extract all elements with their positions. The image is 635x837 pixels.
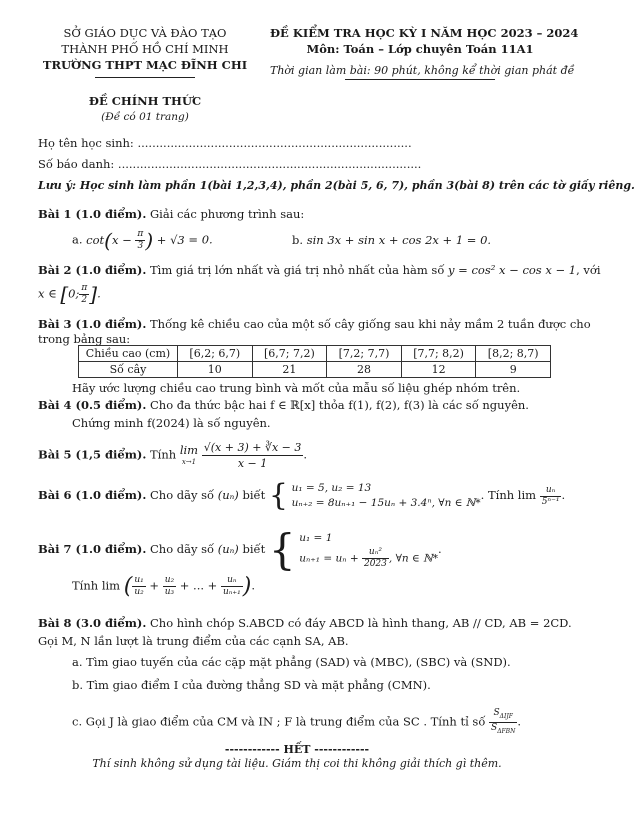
school-name: TRƯỜNG THPT MẠC ĐĨNH CHI [42, 58, 248, 72]
bai7-seq: (uₙ) [217, 542, 239, 556]
bai5-text: Tính [146, 447, 180, 462]
bai4-line2: Chứng minh f(2024) là số nguyên. [72, 416, 271, 430]
table-cell: 9 [476, 362, 551, 378]
table-head-count: Số cây [79, 362, 178, 378]
dept-name: SỞ GIÁO DỤC VÀ ĐÀO TẠO [63, 26, 227, 40]
end-mark: ------------ HẾT ------------ [224, 743, 370, 756]
table-cell: [7,2; 7,7) [327, 346, 402, 362]
bai8-text: Cho hình chóp S.ABCD có đáy ABCD là hình thang, AB // CD, AB = 2CD. [146, 616, 572, 630]
official-pages: (Đề có 01 trang) [101, 111, 189, 123]
bai5-title: Bài 5 (1,5 điểm). [38, 447, 147, 462]
bai3-title: Bài 3 (1.0 điểm). [38, 317, 147, 331]
bai4-line1 [38, 398, 529, 413]
bai1b-label: b. [292, 233, 304, 247]
exam-subject: Môn: Toán – Lớp chuyên Toán 11A1 [306, 42, 534, 56]
bai1-heading [38, 207, 304, 222]
duration-underline [345, 79, 495, 80]
bai7-eq1: u₁ = 1 [299, 532, 333, 544]
bai6-tail: . Tính lim [480, 488, 537, 502]
table-cell: [7,7; 8,2) [401, 346, 476, 362]
bai3-text: Thống kê chiều cao của một số cây giống sau khi nảy mầm 2 tuần được cho [146, 317, 591, 331]
bai7-tinh: Tính lim ( $\frac{\text{u₁}}{\text{u₂}}$ + $\frac{\text{u₂}}{\text{u₃}}$ + ... + $\frac{\text{uₙ}}{\text{uₙ₊₁}}$ ). [72, 574, 256, 599]
bai6-eq2: uₙ₊₂ = 8uₙ₊₁ − 15uₙ + 3.4ⁿ, ∀n ∈ ℕ* [291, 497, 481, 509]
bai7-tinh-text: Tính lim [72, 578, 121, 593]
bai7-system: u₁ = 1 uₙ₊₁ = uₙ + $\frac{\text{uₙ²}}{2023}$ , ∀n ∈ ℕ* [299, 532, 438, 569]
bai8-a: a. Tìm giao tuyến của các cặp mặt phẳng (SAD) và (MBC), (SBC) và (SND). [72, 655, 511, 669]
bai6: Bài 6 (1.0 điểm). Cho dãy số (uₙ) biết { u₁ = 5, u₂ = 13 uₙ₊₂ = 8uₙ₊₁ − 15uₙ + 3.4ⁿ, ∀n ∈ ℕ*. Tính lim $\frac{\text{uₙ}}{\text{5ⁿ⁻¹}}$ . [38, 478, 566, 513]
bai6-system [292, 481, 481, 511]
official-title: ĐỀ CHÍNH THỨC [88, 94, 202, 108]
exam-duration: Thời gian làm bài: 90 phút, không kể thời gian phát đề [270, 64, 575, 77]
bai2-title: Bài 2 (1.0 điểm). [38, 263, 147, 277]
bai6-eq1: u₁ = 5, u₂ = 13 [291, 482, 372, 494]
bai8-ratio: $\frac{S_{\Delta IJF}}{S_{\Delta FBN}}$ [491, 708, 516, 735]
bai2-func: y = cos² x − cos x − 1 [448, 263, 577, 277]
bai6-fraction: $\frac{\text{uₙ}}{\text{5ⁿ⁻¹}}$ [541, 484, 560, 507]
bai3-question: Hãy ước lượng chiều cao trung bình và mốt của mẫu số liệu ghép nhóm trên. [72, 381, 521, 395]
bai5: Bài 5 (1,5 điểm). Tính lim x→1 $\frac{√(x + 3) + ∛x - 3}{x - 1}$ . [38, 441, 308, 470]
bai5-fraction: $\frac{√(x + 3) + ∛x - 3}{x - 1}$ [203, 441, 302, 470]
table-row [79, 346, 551, 362]
bai8-line2: Gọi M, N lần lượt là trung điểm của các cạnh SA, AB. [38, 634, 349, 648]
bai4-title: Bài 4 (0.5 điểm). [38, 398, 147, 412]
bai8-b: b. Tìm giao điểm I của đường thẳng SD và mặt phẳng (CMN). [72, 678, 431, 692]
table-cell: [6,7; 7,2) [252, 346, 327, 362]
table-cell: [6,2; 6,7) [178, 346, 253, 362]
bai3-line1 [38, 317, 591, 332]
bai2-text: Tìm giá trị lớn nhất và giá trị nhỏ nhất của hàm số [146, 263, 449, 277]
bai8-c: c. Gọi J là giao điểm của CM và IN ; F là trung điểm của SC . Tính tỉ số $\frac{S_{\Delta IJF}}{S_{\Delta FBN}}$ . [72, 708, 521, 735]
table-cell: [8,2; 8,7) [476, 346, 551, 362]
bai6-seq: (uₙ) [217, 488, 239, 502]
bai7-text2: biết [238, 542, 269, 556]
table-cell: 21 [252, 362, 327, 378]
bai8-title: Bài 8 (3.0 điểm). [38, 616, 147, 630]
bai7-text: Cho dãy số [146, 542, 218, 556]
bai2-line1 [38, 263, 601, 278]
bai5-limit: lim x→1 [179, 442, 199, 466]
bai6-text: Cho dãy số [146, 488, 218, 502]
bai7-title: Bài 7 (1.0 điểm). [38, 542, 147, 556]
note: Lưu ý: Học sinh làm phần 1(bài 1,2,3,4), phần 2(bài 5, 6, 7), phần 3(bài 8) trên các tờ giấy riêng. [38, 179, 635, 192]
table-cell: 12 [401, 362, 476, 378]
bai1-title: Bài 1 (1.0 điểm). [38, 207, 147, 221]
bai8-line1 [38, 616, 572, 631]
bai7: Bài 7 (1.0 điểm). Cho dãy số (uₙ) biết { u₁ = 1 uₙ₊₁ = uₙ + $\frac{\text{uₙ²}}{2023}$ , ∀n ∈ ℕ*. [38, 525, 442, 574]
bai6-text2: biết [238, 488, 269, 502]
student-id-field: Số báo danh: ................................................................................... [38, 157, 422, 171]
bai1a-tail: = 0. [188, 232, 213, 247]
table-cell: 28 [327, 362, 402, 378]
bai6-brace: { [268, 478, 288, 513]
school-underline [95, 77, 195, 78]
bai1b [292, 233, 491, 248]
table-row [79, 362, 551, 378]
bai6-title: Bài 6 (1.0 điểm). [38, 488, 147, 502]
bai2-tail: , với [576, 263, 601, 277]
footer-note: Thí sinh không sử dụng tài liệu. Giám thị coi thi không giải thích gì thêm. [92, 757, 502, 770]
bai7-brace: { [268, 525, 296, 574]
student-name-field: Họ tên học sinh: ........................................................................... [38, 136, 412, 150]
bai1a [72, 229, 213, 252]
exam-title: ĐỀ KIỂM TRA HỌC KỲ I NĂM HỌC 2023 – 2024 [270, 26, 579, 40]
city-name: THÀNH PHỐ HỒ CHÍ MINH [61, 42, 229, 56]
bai8-c-text: c. Gọi J là giao điểm của CM và IN ; F là trung điểm của SC . Tính tỉ số [72, 714, 486, 729]
height-table [78, 345, 551, 378]
bai2-domain: x ∈ [0; $\frac{\pi}{2}$ ]. [38, 282, 101, 306]
bai1b-eq: sin 3x + sin x + cos 2x + 1 = 0. [306, 233, 492, 247]
bai1a-eq: cot(x − $\frac{\pi}{3}$ ) + √3 [86, 228, 189, 252]
bai3-line2: trong bảng sau: [38, 332, 131, 346]
bai1-text: Giải các phương trình sau: [146, 207, 305, 221]
table-cell: 10 [178, 362, 253, 378]
bai4-text: Cho đa thức bậc hai f ∈ ℝ[x] thỏa f(1), f(2), f(3) là các số nguyên. [146, 398, 529, 412]
table-head-height: Chiều cao (cm) [79, 346, 178, 362]
bai1a-label: a. [72, 232, 83, 247]
